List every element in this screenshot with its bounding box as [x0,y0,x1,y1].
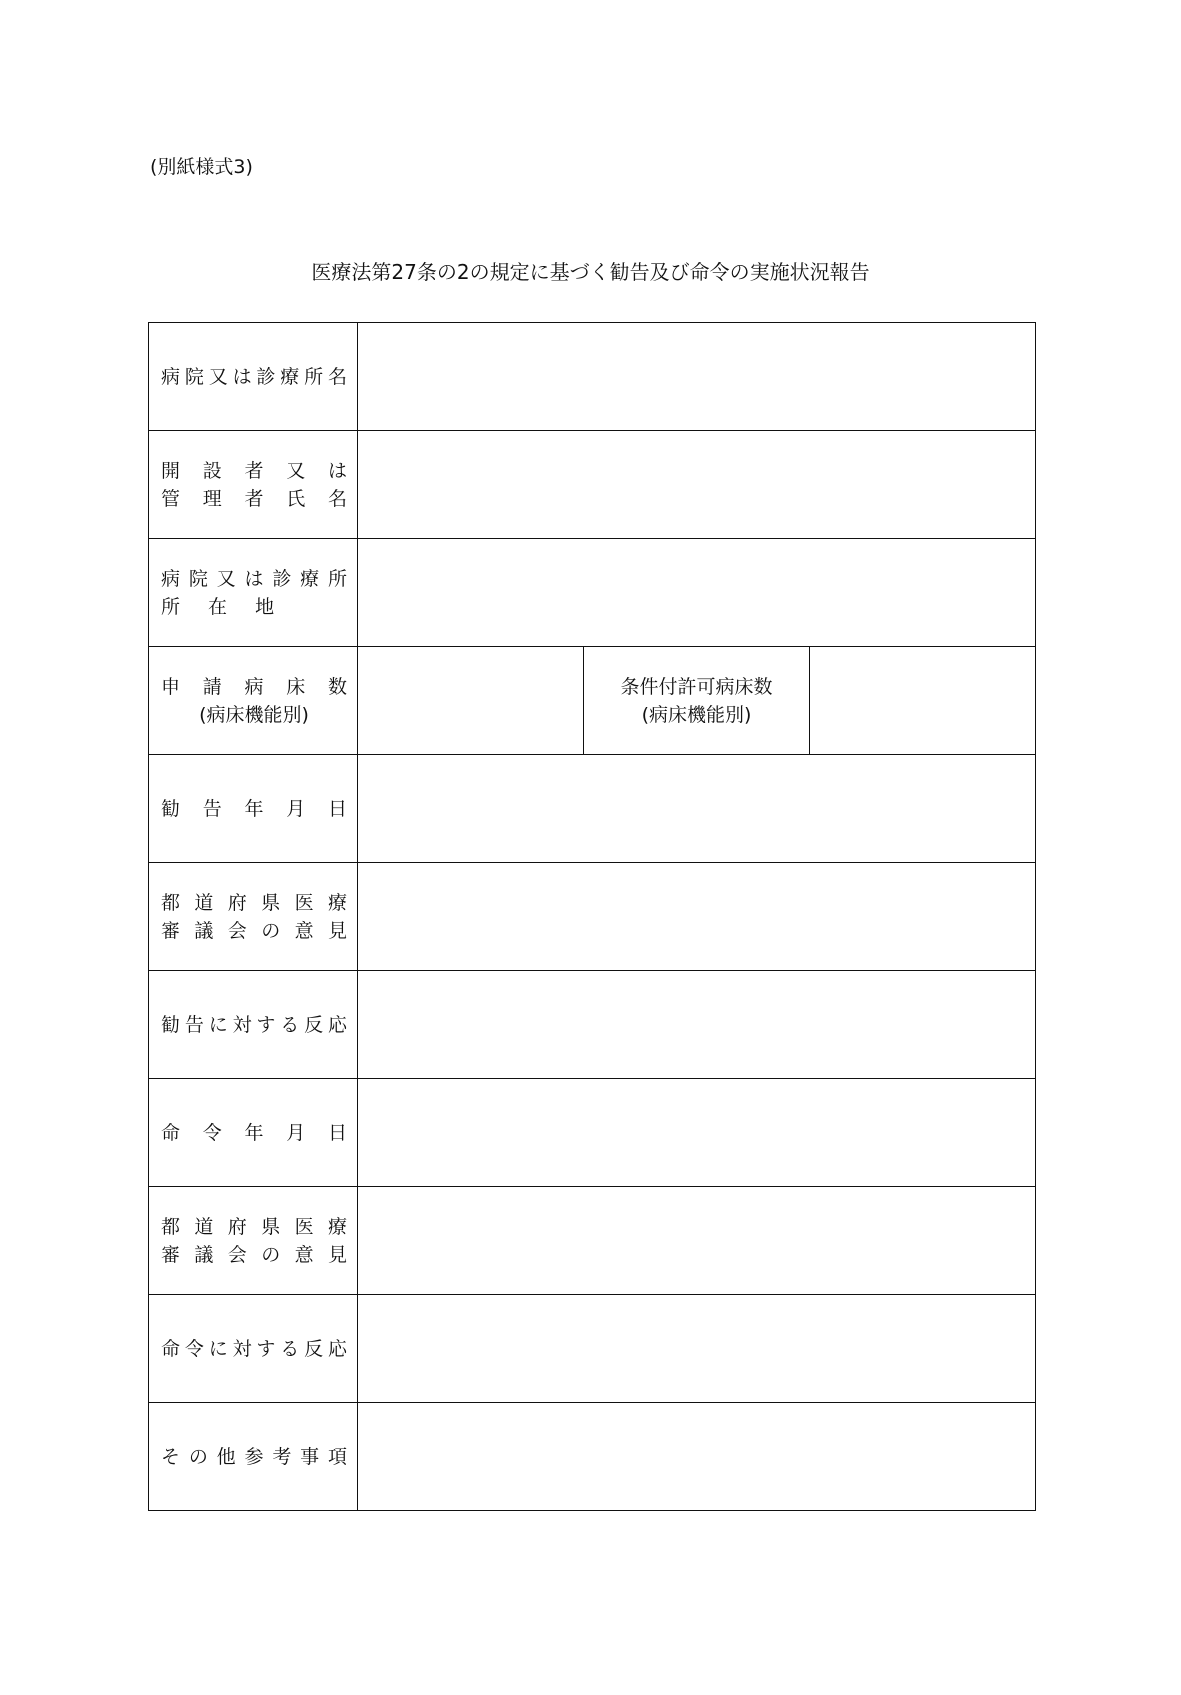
label-conditional-beds [584,647,810,755]
label-text: 所 在 地 [161,595,286,618]
label-order-date [149,1079,358,1187]
row-council-opinion-1 [149,863,1036,971]
field-order-response[interactable] [358,1295,1036,1403]
label-applied-beds [149,647,358,755]
field-founder-name[interactable] [358,431,1036,539]
row-address [149,539,1036,647]
row-recommendation-date [149,755,1036,863]
report-table [148,322,1036,1511]
field-order-date[interactable] [358,1079,1036,1187]
label-text: 勧告に対する反応 [161,1013,347,1036]
field-conditional-beds[interactable] [810,647,1036,755]
label-recommendation-response [149,971,358,1079]
label-text: その他参考事項 [161,1445,347,1468]
document-title: 医療法第27条の2の規定に基づく勧告及び命令の実施状況報告 [311,260,870,284]
label-text: 病院又は診療所名 [161,365,347,388]
label-text: 命令年月日 [161,1121,347,1144]
label-text: 審議会の意見 [161,919,347,942]
row-beds [149,647,1036,755]
label-address [149,539,358,647]
field-facility-name[interactable] [358,323,1036,431]
label-text: 都道府県医療 [161,1215,347,1238]
label-recommendation-date [149,755,358,863]
label-text: 条件付許可病床数 [620,675,773,698]
field-other-notes[interactable] [358,1403,1036,1511]
row-founder-name [149,431,1036,539]
label-text: 勧告年月日 [161,797,347,820]
label-council-opinion-1 [149,863,358,971]
label-council-opinion-2 [149,1187,358,1295]
label-text: 開設者又は [161,459,347,482]
label-text: (病床機能別) [641,703,752,726]
row-recommendation-response [149,971,1036,1079]
label-text: 審議会の意見 [161,1243,347,1266]
row-council-opinion-2 [149,1187,1036,1295]
label-text: (病床機能別) [199,703,309,726]
field-recommendation-date[interactable] [358,755,1036,863]
label-founder-name [149,431,358,539]
field-applied-beds[interactable] [358,647,584,755]
row-order-date [149,1079,1036,1187]
label-text: 命令に対する反応 [161,1337,347,1360]
label-facility-name [149,323,358,431]
label-text: 都道府県医療 [161,891,347,914]
field-council-opinion-2[interactable] [358,1187,1036,1295]
label-text: 申請病床数 [161,675,347,698]
field-council-opinion-1[interactable] [358,863,1036,971]
label-text: 管理者氏名 [161,487,347,510]
field-recommendation-response[interactable] [358,971,1036,1079]
label-order-response [149,1295,358,1403]
label-other-notes [149,1403,358,1511]
row-other-notes [149,1403,1036,1511]
label-text: 病院又は診療所 [161,567,347,590]
field-address[interactable] [358,539,1036,647]
form-number: (別紙様式3) [150,156,253,178]
row-order-response [149,1295,1036,1403]
row-facility-name [149,323,1036,431]
